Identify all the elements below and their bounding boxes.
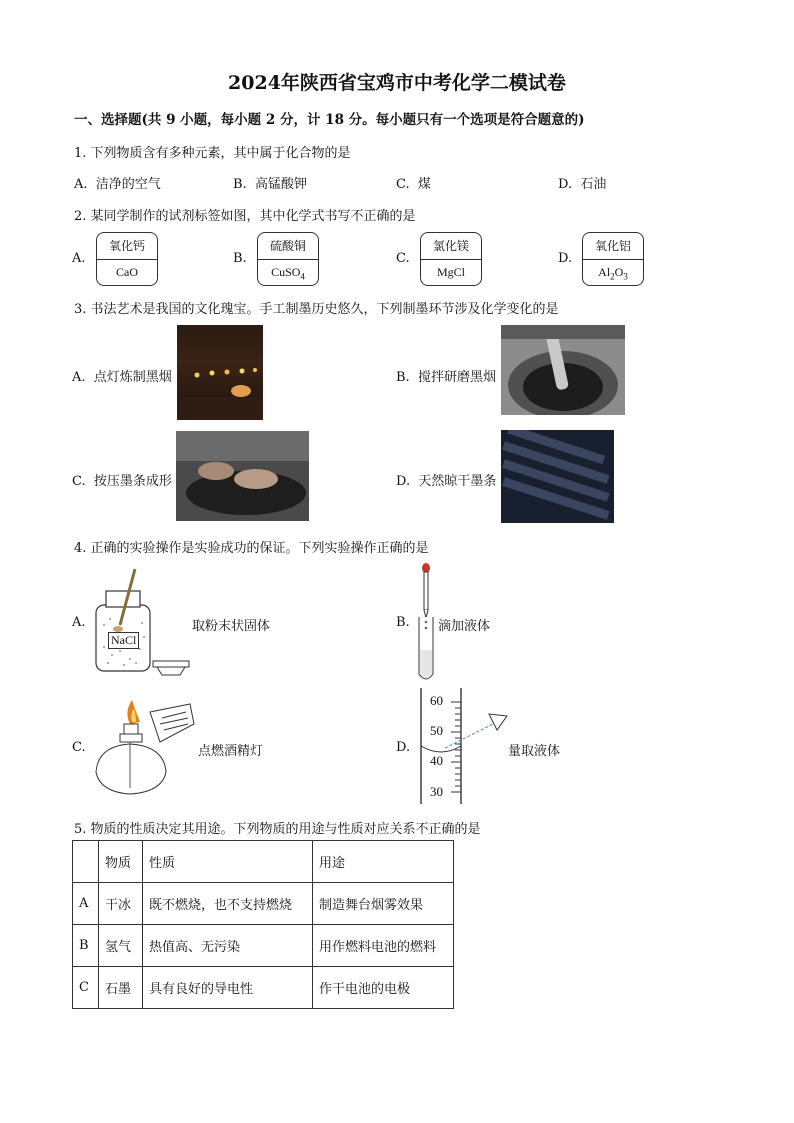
property-use-table <box>72 840 454 1009</box>
table-cell: B <box>73 925 99 967</box>
q2-letter-c[interactable]: C. <box>396 251 410 266</box>
cylinder-tick-60: 60 <box>430 693 443 708</box>
table-cell: A <box>73 883 99 925</box>
page-title: 2024年陕西省宝鸡市中考化学二模试卷 <box>228 72 566 94</box>
cylinder-tick-50: 50 <box>430 723 443 738</box>
table-cell: 用作燃料电池的燃料 <box>313 925 454 967</box>
q2-letter-a[interactable]: A. <box>72 251 86 266</box>
table-cell: 石墨 <box>99 967 143 1009</box>
q1-option-a[interactable]: A. 洁净的空气 <box>74 177 161 192</box>
section-heading: 一、选择题(共 9 小题，每小题 2 分，计 18 分。每小题只有一个选项是符合题意的) <box>74 112 585 128</box>
photo-drying-ink-sticks <box>501 430 614 523</box>
alcohol-lamp-figure <box>90 694 200 800</box>
table-cell: 既不燃烧，也不支持燃烧 <box>143 883 313 925</box>
photo-grinding-soot <box>501 325 625 415</box>
reagent-label-b: 硫酸铜 CuSO$_4$ <box>257 232 319 286</box>
table-header-row <box>73 841 454 883</box>
table-header: 物质 <box>99 841 143 883</box>
table-header <box>73 841 99 883</box>
q4-option-b-text: 滴加液体 <box>438 619 491 634</box>
cylinder-tick-40: 40 <box>430 753 443 768</box>
table-cell: C <box>73 967 99 1009</box>
q3-option-c[interactable]: C. 按压墨条成形 <box>72 474 172 489</box>
table-cell: 具有良好的导电性 <box>143 967 313 1009</box>
table-header: 用途 <box>313 841 454 883</box>
q2-letter-b[interactable]: B. <box>233 251 247 266</box>
reagent-label-d: 氧化铝 $Al_2O_3$ <box>582 232 644 286</box>
reagent-label-c: 氯化镁 MgCl <box>420 232 482 286</box>
q1-option-d[interactable]: D. 石油 <box>558 177 607 192</box>
table-cell: 作干电池的电极 <box>313 967 454 1009</box>
question-2-stem: 2. 某同学制作的试剂标签如图，其中化学式书写不正确的是 <box>74 209 416 224</box>
q1-option-c[interactable]: C. 煤 <box>396 177 431 192</box>
photo-pressing-ink-stick <box>176 431 309 521</box>
table-row[interactable] <box>73 883 454 925</box>
q4-option-a-text: 取粉末状固体 <box>192 619 271 634</box>
table-cell: 热值高、无污染 <box>143 925 313 967</box>
question-4-stem: 4. 正确的实验操作是实验成功的保证。下列实验操作正确的是 <box>74 541 429 556</box>
q1-option-b[interactable]: B. 高锰酸钾 <box>233 177 307 192</box>
table-header: 性质 <box>143 841 313 883</box>
question-1-stem: 1. 下列物质含有多种元素，其中属于化合物的是 <box>74 146 351 161</box>
q4-option-a-letter[interactable]: A. <box>72 615 86 630</box>
q4-option-c-letter[interactable]: C. <box>72 740 86 755</box>
powder-sampling-figure <box>90 565 195 677</box>
question-3-stem: 3. 书法艺术是我国的文化瑰宝。手工制墨历史悠久，下列制墨环节涉及化学变化的是 <box>74 302 559 317</box>
table-row[interactable] <box>73 967 454 1009</box>
nacl-jar-label: NaCl <box>108 632 139 649</box>
q4-option-b-letter[interactable]: B. <box>396 615 410 630</box>
q3-option-a[interactable]: A. 点灯炼制黑烟 <box>72 370 172 385</box>
reagent-label-a: 氧化钙 CaO <box>96 232 158 286</box>
table-cell: 干冰 <box>99 883 143 925</box>
q3-option-d[interactable]: D. 天然晾干墨条 <box>396 474 497 489</box>
table-row[interactable] <box>73 925 454 967</box>
q4-option-d-letter[interactable]: D. <box>396 740 411 755</box>
q4-option-c-text: 点燃酒精灯 <box>198 744 264 759</box>
q3-option-b[interactable]: B. 搅拌研磨黑烟 <box>396 370 496 385</box>
table-cell: 氢气 <box>99 925 143 967</box>
q4-option-d-text: 量取液体 <box>508 744 561 759</box>
cylinder-tick-30: 30 <box>430 784 443 799</box>
q2-letter-d[interactable]: D. <box>558 251 573 266</box>
question-5-stem: 5. 物质的性质决定其用途。下列物质的用途与性质对应关系不正确的是 <box>74 822 481 837</box>
photo-lamp-soot <box>177 325 263 420</box>
table-cell: 制造舞台烟雾效果 <box>313 883 454 925</box>
